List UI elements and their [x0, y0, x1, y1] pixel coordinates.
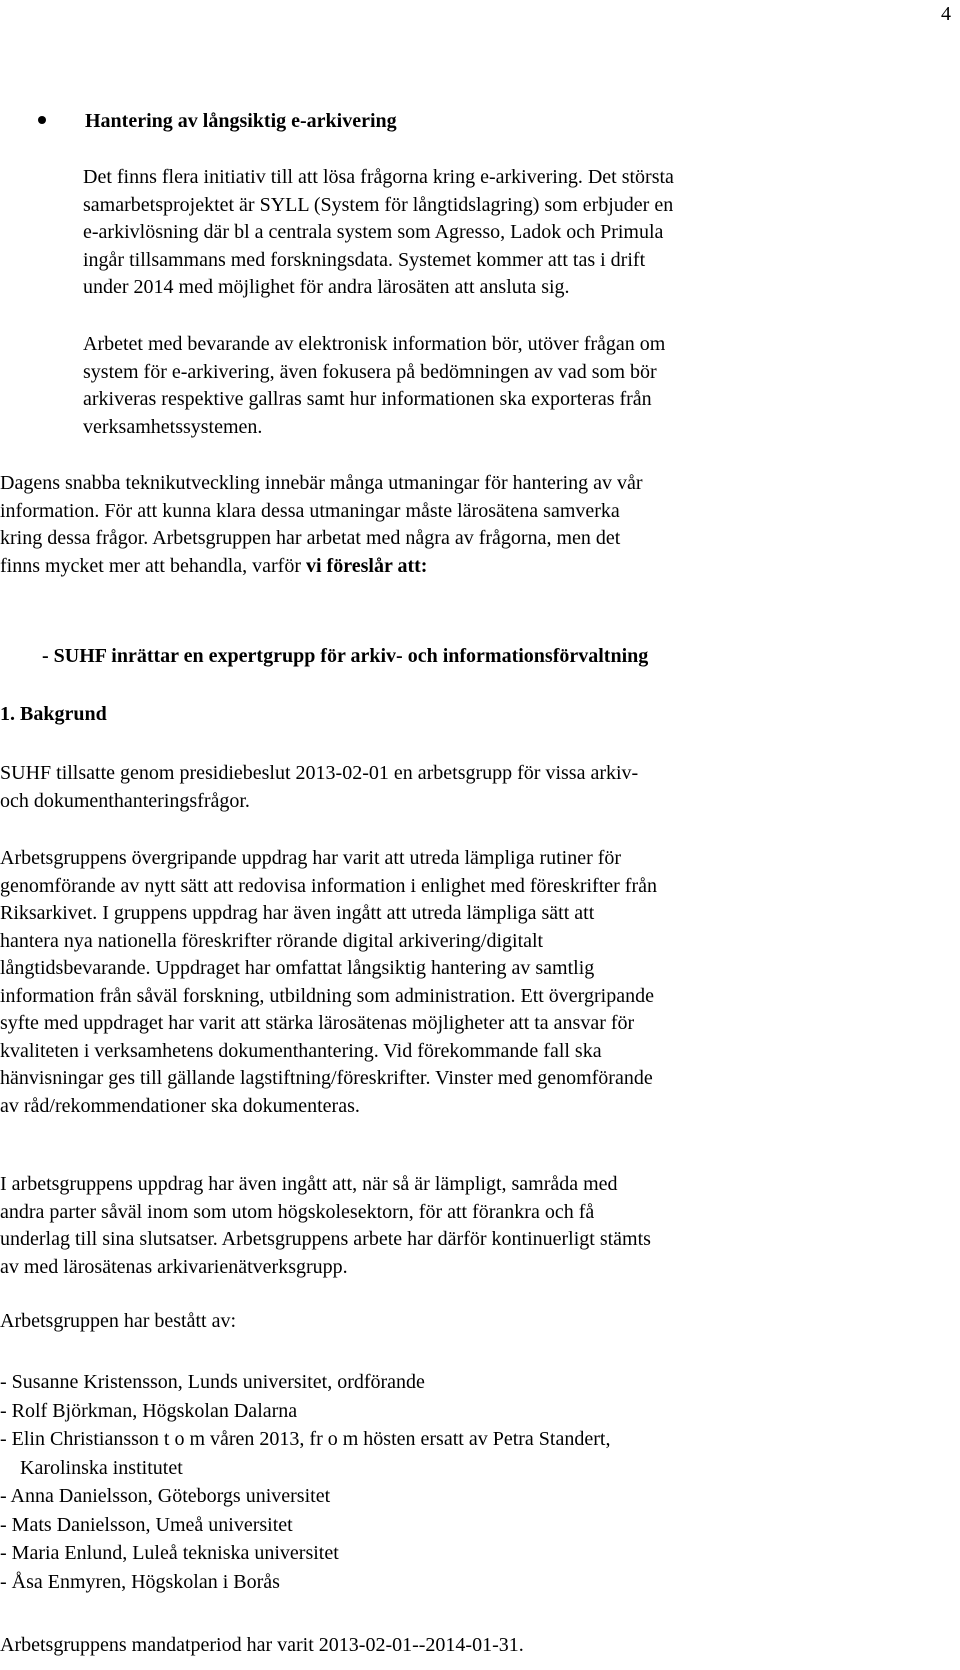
text-line: Arbetet med bevarande av elektronisk information bör, utöver frågan om [83, 333, 666, 355]
text-line: långtidsbevarande. Uppdraget har omfattat långsiktig hantering av samtlig [0, 957, 595, 979]
text-line: information från såväl forskning, utbildning som administration. Ett övergripande [0, 984, 654, 1007]
list-item: - Susanne Kristensson, Lunds universitet, ordförande [0, 1371, 425, 1393]
paragraph-suhf [0, 760, 638, 815]
text-line: hänvisningar ges till gällande lagstiftning/föreskrifter. Vinster med genomförande [0, 1067, 653, 1089]
list-item: - Mats Danielsson, Umeå universitet [0, 1513, 293, 1536]
text-line [0, 553, 643, 581]
text-line: under 2014 med möjlighet för andra lärosäten att ansluta sig. [83, 276, 570, 298]
text-line: arkiveras respektive gallras samt hur informationen ska exporteras från [83, 388, 652, 410]
paragraph-bevarande [83, 331, 665, 441]
proposal-item: - SUHF inrättar en expertgrupp för arkiv- och informationsförvaltning [42, 645, 649, 667]
page-number: 4 [941, 3, 951, 25]
text-line: syfte med uppdraget har varit att stärka lärosätenas möjligheter att ta ansvar för [0, 1012, 635, 1034]
text-line: Arbetsgruppens övergripande uppdrag har varit att utreda lämpliga rutiner för [0, 847, 622, 869]
text-line: kring dessa frågor. Arbetsgruppen har arbetat med några av frågorna, men det [0, 527, 621, 549]
text-plain: finns mycket mer att behandla, varför [0, 554, 306, 577]
text-line: e-arkivlösning där bl a centrala system som Agresso, Ladok och Primula [83, 221, 664, 243]
text-line: genomförande av nytt sätt att redovisa information i enlighet med föreskrifter från [0, 874, 658, 897]
text-line: Det finns flera initiativ till att lösa frågorna kring e-arkivering. Det största [83, 166, 674, 188]
list-item: - Rolf Björkman, Högskolan Dalarna [0, 1399, 298, 1422]
text-line: Dagens snabba teknikutveckling innebär många utmaningar för hantering av vår [0, 472, 643, 494]
paragraph-samrad [0, 1171, 651, 1281]
list-item-continuation: Karolinska institutet [20, 1456, 183, 1479]
text-bold-proposal-lead: vi föreslår att: [306, 554, 428, 577]
members-list [0, 1368, 610, 1596]
text-line: av med lärosätenas arkivarienätverksgrupp. [0, 1255, 348, 1278]
text-line: hantera nya nationella föreskrifter rörande digital arkivering/digitalt [0, 929, 544, 952]
text-line: samarbetsprojektet är SYLL (System för långtidslagring) som erbjuder en [83, 193, 674, 216]
bullet-icon [38, 116, 46, 124]
text-line: ingår tillsammans med forskningsdata. Systemet kommer att tas i drift [83, 248, 646, 271]
mandate-period: Arbetsgruppens mandatperiod har varit 2013-02-01--2014-01-31. [0, 1634, 524, 1656]
list-item: - Åsa Enmyren, Högskolan i Borås [0, 1570, 280, 1593]
members-intro: Arbetsgruppen har bestått av: [0, 1310, 237, 1332]
text-line: och dokumenthanteringsfrågor. [0, 789, 250, 812]
text-line: verksamhetssystemen. [83, 415, 263, 438]
text-line: system för e-arkivering, även fokusera på bedömningen av vad som bör [83, 360, 657, 383]
text-line: SUHF tillsatte genom presidiebeslut 2013-02-01 en arbetsgrupp för vissa arkiv- [0, 762, 639, 784]
text-line: I arbetsgruppens uppdrag har även ingått att, när så är lämpligt, samråda med [0, 1173, 618, 1195]
list-item: - Anna Danielsson, Göteborgs universitet [0, 1485, 331, 1507]
text-line: underlag till sina slutsatser. Arbetsgruppens arbete har därför kontinuerligt stämts [0, 1228, 651, 1250]
list-item: - Maria Enlund, Luleå tekniska universitet [0, 1542, 339, 1564]
bullet-heading: Hantering av långsiktig e-arkivering [85, 110, 397, 132]
paragraph-e-arkivering-initiatives [83, 164, 674, 302]
list-item: - Elin Christiansson t o m våren 2013, fr o m hösten ersatt av Petra Standert, [0, 1428, 611, 1450]
text-line: kvaliteten i verksamhetens dokumenthantering. Vid förekommande fall ska [0, 1039, 602, 1062]
paragraph-uppdrag [0, 845, 657, 1120]
section-heading-bakgrund: 1. Bakgrund [0, 703, 107, 725]
text-line: andra parter såväl inom som utom högskolesektorn, för att förankra och få [0, 1200, 595, 1223]
paragraph-teknikutveckling [0, 470, 643, 580]
text-line: information. För att kunna klara dessa utmaningar måste lärosätena samverka [0, 499, 620, 522]
text-line: Riksarkivet. I gruppens uppdrag har även ingått att utreda lämpliga sätt att [0, 902, 595, 924]
text-line: av råd/rekommendationer ska dokumenteras. [0, 1094, 360, 1117]
